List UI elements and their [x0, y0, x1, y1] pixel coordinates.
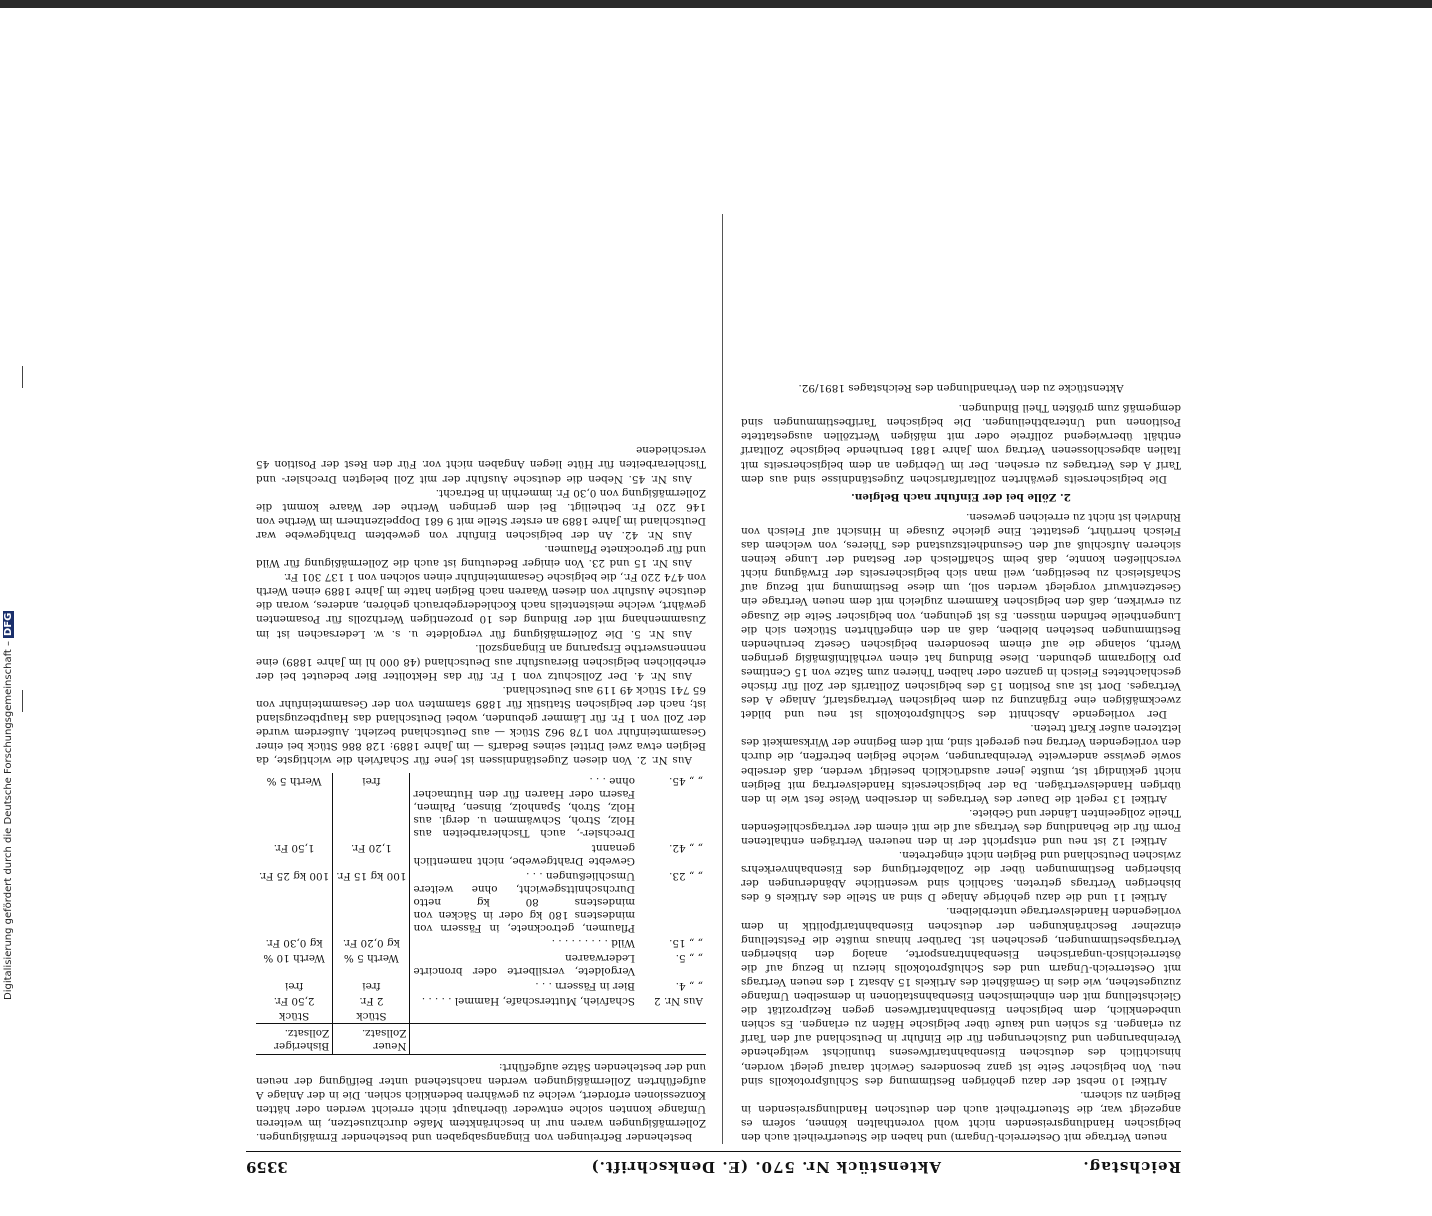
scan-margin-mark	[22, 690, 23, 712]
paragraph: Aus Nr. 42. An der belgischen Einfuhr von gewebtem Drahtgewebe war Deutschland im Jahre 1889 an erster Stelle mit 9 681 Doppelzentnern im Werthe von 146 220 Fr. betheiligt. Bei dem geringen Werthe der Waare kommt die Zollermäßigung von 0,30 Fr. immerhin in Betracht.	[256, 486, 706, 541]
header-rule	[246, 1151, 1181, 1152]
column-divider	[722, 214, 723, 1144]
table-cell: „ „ 15.	[669, 937, 703, 950]
paragraph: Aus Nr. 15 und 23. Von einiger Bedeutung ist auch die Zollermäßigung für Wild und für getrocknete Pflaumen.	[256, 543, 706, 570]
table-row	[256, 1008, 706, 1024]
dfg-logo: DFG	[3, 612, 14, 636]
paragraph: neuen Vertrage mit Oesterreich-Ungarn) und haben die Steuerfreiheit auch den belgischen Handlungsreisenden nicht wohl vorenthalten können, sofern es angezeigt war, die Steuerfreiheit auch den deutschen Handlungsreisenden in Belgien zu sichern.	[741, 1088, 1181, 1143]
header-document-number: Aktenstück Nr. 570.	[754, 1158, 941, 1176]
table-cell: Werth 10 %	[256, 950, 333, 978]
table-cell: frei	[256, 978, 333, 993]
table-header: Bisheriger Zollsatz.	[256, 1024, 333, 1055]
table-cell: 2 Fr.	[333, 993, 410, 1008]
right-column	[256, 443, 706, 1144]
table-cell: 100 kg 25 Fr.	[256, 868, 333, 935]
paragraph: Der vorliegende Abschnitt des Schlußprotokolls ist neu und bildet zweckmäßigen eine Ergänzung zu dem belgischen Vertragstarif, Anlage A des Vertrages. Dort ist aus Position 15 des belgischen Zolltarifs der Zoll für frische geschlachtetes Fleisch in ganzen oder halben Thieren zum Satze von 15 Centimes pro Kilogramm gebunden. Diese Bindung hat einen verhältnißmäßig geringen Werth, solange die auf einem besonderen belgischen Gesetz beruhenden Bestimmungen bestehen bleiben, daß an den eingeführten Stücken sich die Lungentheile befinden müssen. Es ist gelungen, von belgischer Seite die Zusage zu erwirken, daß den belgischen Kammern zugleich mit dem neuen Vertrage ein Gesetzentwurf vorgelegt werden soll, um diese Bestimmung mit Bezug auf Schafsleisch zu beseitigen, weil man sich belgischerseits der Erwägung nicht verschließen konnte, daß beim Schaffleisch der Bestand der Lunge keinen sicheren Aufschluß auf den Gesundheitszustand des Thieres, von welchem das Fleisch herrührt, gestattet. Eine gleiche Zusage in Hinsicht auf Fleisch von Rindvieh ist nicht zu erreichen gewesen.	[741, 510, 1181, 721]
table-cell: Bier in Fässern . . .	[535, 980, 635, 993]
section-title: 2. Zölle bei der Einfuhr nach Belgien.	[851, 490, 1071, 503]
table-cell: 2,50 Fr.	[256, 993, 333, 1008]
table-row	[256, 773, 706, 840]
header-center	[590, 1158, 941, 1176]
paragraph: Artikel 12 ist neu und entspricht der in den neueren Verträgen enthaltenen Form für die Behandlung des Vertrags auf die mit einem der vertragschließenden Theile zollgeeinten Länder und Gebiete.	[741, 806, 1181, 848]
paragraph: Die belgischerseits gewährten zolltarifarischen Zugeständnisse sind aus dem Tarif A des Vertrages zu ersehen. Der im Uebrigen an dem belgischerseits mit Italien abgeschlossenen Vertrag vom Jahre 1881 beruhende belgische Zolltarif enthält überwiegend zollfreie oder mit mäßigen Wertzöllen ausgestattete Positionen und Unterabtheilungen. Die belgischen Tarifbestimmungen sind demgemäß zum größten Theil Bindungen.	[741, 402, 1181, 485]
table-header	[638, 1024, 706, 1055]
table-cell: Vergoldete, versilberte oder broncirte Lederwaaren	[413, 952, 635, 978]
table-row	[256, 993, 706, 1008]
table-cell: Gewebte Drahtgewebe, nicht namentlich genannt	[413, 842, 635, 868]
table-cell: kg 0,20 Fr.	[333, 935, 410, 950]
table-row	[256, 978, 706, 993]
running-header	[246, 1152, 1181, 1176]
table-cell: Aus Nr. 2	[654, 995, 703, 1008]
table-cell: „ „ 5.	[675, 952, 703, 965]
table-cell: 100 kg 15 Fr.	[333, 868, 410, 935]
header-left: Reichstag.	[1082, 1158, 1181, 1176]
footnote: Aktenstücke zu den Verhandlungen des Reichstages 1891/92.	[798, 382, 1124, 395]
table-cell: „ „ 45.	[669, 775, 703, 788]
table-cell: Schafvieh, Mutterschafe, Hammel . . . . .	[421, 995, 635, 1008]
table-cell: Stück	[256, 1008, 333, 1024]
table-cell: Werth 5 %	[256, 773, 333, 840]
table-cell	[410, 1008, 638, 1024]
paragraph: Artikel 10 nebst der dazu gehörigen Bestimmung des Schlußprotokolls sind neu. Von belgischer Seite ist ganz besonderes Gewicht darauf gelegt worden, hinsichtlich des deutschen Eisenbahntarifwesens thunlichst weitgehende Vereinbarungen und Zusicherungen für die Einfuhr in Deutschland auf den Tarif zu erlangen. Es schien und kaufe über belgische Häfen zu erlangen. Es schien unbedenklich, dem belgischen Eisenbahntarifwesen gegen Reziprozität die Gleichstellung mit den einheimischen Eisenbahnstationen in demselben Umfange zuzugestehen, wie dies in Gemäßheit des Artikels 15 Absatz 1 des neuen Vertrags mit Oesterreich-Ungarn und des Schlußprotokolls hierzu in Bezug auf die österreichisch-ungarischen Eisenbahntransporte, analog den bisherigen Vertragsbestimmungen, geschehen ist. Darüber hinaus mußte die Feststellung einzelner Beschränkungen der deutschen Eisenbahntarifpolitik in dem vorliegenden Handelsvertrage unterbleiben.	[741, 905, 1181, 1087]
rotated-page	[216, 0, 1216, 1216]
table-cell: Stück	[333, 1008, 410, 1024]
table-cell: 1,50 Fr.	[256, 840, 333, 868]
table-cell: 1,20 Fr.	[333, 840, 410, 868]
paragraph: Artikel 11 und die dazu gehörige Anlage D sind an Stelle des Artikels 6 des bisherigen Vertrags getreten. Sachlich sind wesentliche Abänderungen der bisherigen Bestimmungen über die Zollabfertigung des Eisenbahnverkehrs zwischen Deutschland und Belgien nicht eingetreten.	[741, 849, 1181, 904]
left-column	[741, 381, 1181, 1144]
table-row	[256, 840, 706, 868]
credit-text: Digitalisierung gefördert durch die Deutsche Forschungsgemeinschaft –	[3, 640, 14, 1000]
table-cell: „ „ 42.	[669, 842, 703, 855]
paragraph: bestehender Befreiungen von Eingangsabgaben und bestehender Ermäßigungen. Zollermäßigungen waren nur in beschränktem Maße durchzusetzen, im weiteren Umfange konnten solche entweder überhaupt nicht erreicht werden oder hätten Konzessionen erfordert, welche zu gewähren bedenklich schien. Die in der Anlage A aufgeführten Zollermäßigungen werden nachstehend unter Beifügung der neuen und der bestehenden Sätze aufgeführt:	[256, 1060, 706, 1143]
table-cell: Pflaumen, getrocknete, in Fässern von mindestens 180 kg oder in Säcken von mindestens 80 kg netto Durchschnittsgewicht, ohne weitere Umschließungen . . .	[413, 870, 635, 935]
tariff-table	[256, 773, 706, 1055]
table-header	[410, 1024, 638, 1055]
table-cell: Drechsler-, auch Tischlerarbeiten aus Holz, Stroh, Schwämmen u. dergl. aus Holz, Stroh, Spanholz, Binsen, Palmen, Fasern oder Haaren für den Hutmacher ohne . . .	[413, 775, 635, 840]
table-header: Neuer Zollsatz.	[333, 1024, 410, 1055]
paragraph: Aus Nr. 45. Neben die deutsche Ausfuhr der mit Zoll belegten Drechsler- und Tischlerarbeiten für Hüte liegen Angaben nicht vor. Für den Rest der Position 45 verschiedene	[256, 444, 706, 485]
header-document-type: (E. Denkschrift.)	[590, 1158, 749, 1176]
scan-margin-mark	[22, 366, 23, 388]
table-row	[256, 950, 706, 978]
table-cell: „ „ 23.	[669, 870, 703, 883]
paragraph: Artikel 13 regelt die Dauer des Vertrages in derselben Weise fest wie in den übrigen Handelsverträgen. Da der belgischerseits Handelsvertrag mit Belgien nicht gekündigt ist, mußte jener ausdrücklich beseitigt werden, daß derselbe sowie gewisse anderweite Vereinbarungen, welche Belgien betreffen, die durch den vorliegenden Vertrag neu geregelt sind, mit dem Beginne der Wirksamkeit des letzteren außer Kraft treten.	[741, 722, 1181, 805]
digitization-credit	[3, 611, 14, 1000]
paragraph: Aus Nr. 2. Von diesen Zugeständnissen ist jene für Schafvieh die wichtigste, da Belgien etwa zwei Drittel seines Bedarfs — im Jahre 1889: 128 886 Stück bei einer Gesammteinfuhr von 178 962 Stück — aus Deutschland bezieht. Außerdem wurde der Zoll von 1 Fr. für Lämmer gebunden, wobei Deutschland das Hauptbezugsland ist; nach der belgischen Statistik für 1889 stammten von der Gesammteinfuhr von 65 741 Stück 49 119 aus Deutschland.	[256, 683, 706, 767]
table-cell: frei	[333, 978, 410, 993]
paragraph: Aus Nr. 4. Der Zollschutz von 1 Fr. für das Hektoliter Bier bedeutet bei der erheblichen belgischen Bierausfuhr aus Deutschland (48 000 hl im Jahre 1889) eine nennenswerthe Ersparung an Eingangszoll.	[256, 641, 706, 682]
table-row	[256, 868, 706, 935]
header-page-number: 3359	[246, 1158, 288, 1176]
table-cell: kg 0,30 Fr.	[256, 935, 333, 950]
paragraph: Aus Nr. 5. Die Zollermäßigung für vergoldete u. s. w. Ledersachen ist im Zusammenhang mit der Bindung des 10 prozentigen Werthzolls für Posamenten gewährt, welche meistenteils nach Kochledergebrauch gehören, anderes, woran die deutsche Ausfuhr von diesen Waaren nach Belgien hatte im Jahre 1889 einen Werth von 474 220 Fr., die belgische Gesammteinfuhr einen solchen von 1 137 301 Fr.	[256, 571, 706, 640]
tariff-header-row	[256, 1024, 706, 1055]
table-cell: „ „ 4.	[675, 980, 703, 993]
table-cell	[638, 1008, 706, 1024]
table-cell: Wild . . . . . . . . .	[551, 937, 635, 950]
table-cell: frei	[333, 773, 410, 840]
table-row	[256, 935, 706, 950]
table-cell: Werth 5 %	[333, 950, 410, 978]
